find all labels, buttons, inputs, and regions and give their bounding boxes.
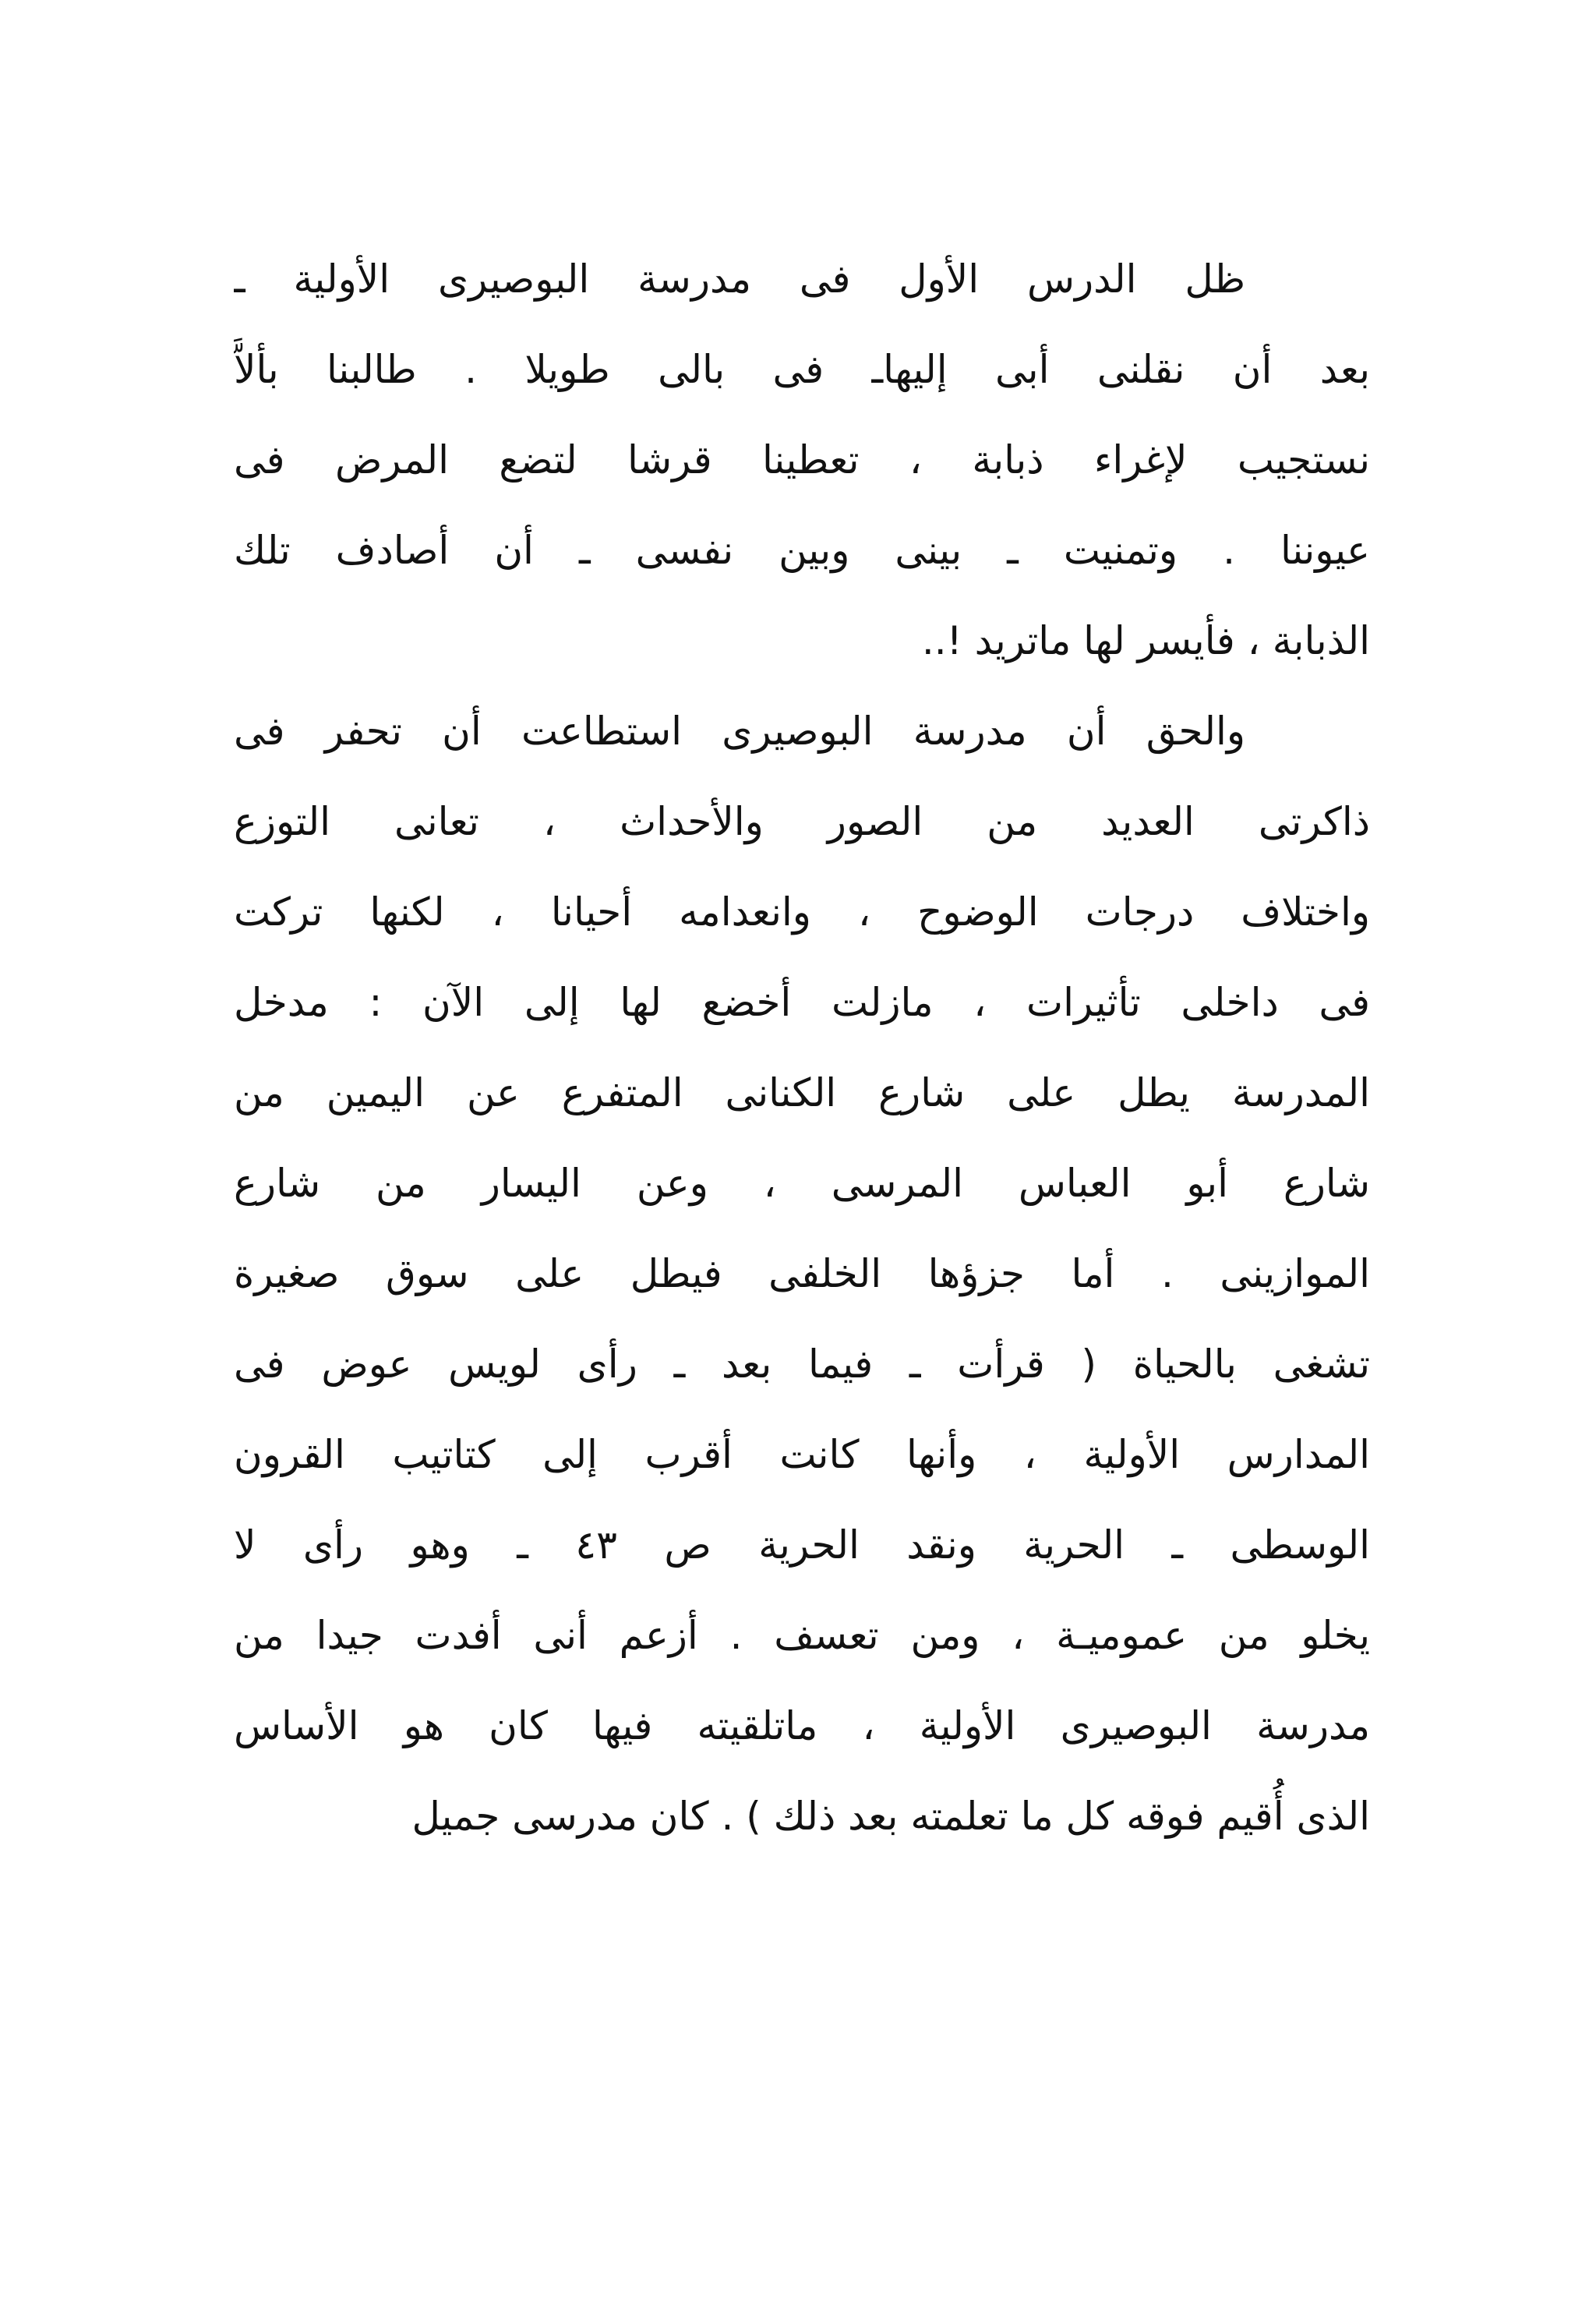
- text-line: واختلاف درجات الوضوح ، وانعدامه أحيانا ، لكنها تركت: [234, 889, 1370, 935]
- text-line: الذى أُقيم فوقه كل ما تعلمته بعد ذلك ) . كان مدرسى جميل: [411, 1794, 1370, 1839]
- paragraph-1: [234, 234, 1370, 686]
- text-line: شارع أبو العباس المرسى ، وعن اليسار من شارع: [234, 1161, 1370, 1206]
- paragraph-2: [234, 686, 1370, 1861]
- text-line: تشغى بالحياة ( قرأت ـ فيما بعد ـ رأى لويس عوض فى: [234, 1342, 1370, 1387]
- text-line: مدرسة البوصيرى الأولية ، ماتلقيته فيها كان هو الأساس: [234, 1703, 1370, 1748]
- body-text: [234, 234, 1370, 1861]
- text-line: المدارس الأولية ، وأنها كانت أقرب إلى كتاتيب القرون: [234, 1432, 1370, 1477]
- text-line: بعد أن نقلنى أبى إليهاـ فى بالى طويلا . طالبنا بألاَّ: [234, 347, 1370, 392]
- text-line: عيوننا . وتمنيت ـ بينى وبين نفسى ـ أن أصادف تلك: [234, 528, 1370, 573]
- text-line: ذاكرتى العديد من الصور والأحداث ، تعانى التوزع: [234, 799, 1370, 844]
- text-line: نستجيب لإغراء ذبابة ، تعطينا قرشا لتضع المرض فى: [234, 437, 1370, 483]
- text-line: الذبابة ، فأيسر لها ماتريد !..: [921, 618, 1370, 663]
- text-line: الموازينى . أما جزؤها الخلفى فيطل على سوق صغيرة: [234, 1251, 1370, 1296]
- text-line: فى داخلى تأثيرات ، مازلت أخضع لها إلى الآن : مدخل: [234, 980, 1370, 1025]
- text-line: الوسطى ـ الحرية ونقد الحرية ص ٤٣ ـ وهو رأى لا: [234, 1522, 1370, 1568]
- text-line: المدرسة يطل على شارع الكنانى المتفرع عن اليمين من: [234, 1070, 1370, 1115]
- text-line: والحق أن مدرسة البوصيرى استطاعت أن تحفر فى: [234, 709, 1245, 754]
- text-line: ظل الدرس الأول فى مدرسة البوصيرى الأولية ـ: [234, 256, 1245, 302]
- text-line: يخلو من عموميـة ، ومن تعسف . أزعم أنى أفدت جيدا من: [234, 1613, 1370, 1658]
